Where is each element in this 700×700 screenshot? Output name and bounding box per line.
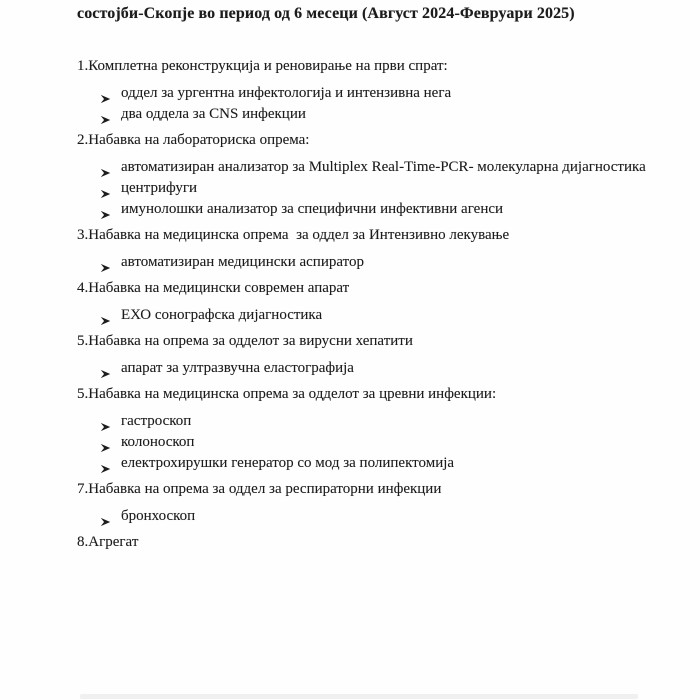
section (77, 532, 658, 553)
list-item-text: оддел за ургентна инфектологија и интензивна нега (121, 85, 452, 101)
list-item-text: гастроскоп (121, 413, 192, 429)
section-title-text: Набавка на лабораториска опрема: (88, 132, 310, 148)
section-number: 4. (77, 280, 89, 296)
list-item (100, 506, 658, 527)
section-title (77, 225, 658, 246)
section-title-text: Агрегат (88, 534, 139, 550)
section-title (77, 331, 658, 352)
scan-artifact (80, 694, 638, 699)
arrow-bullet-icon (100, 259, 111, 269)
section-title (77, 532, 658, 553)
bullet-list (77, 252, 658, 273)
section-number: 3. (77, 227, 89, 243)
list-item (100, 83, 658, 104)
document-header-line: состојби-Скопје во период од 6 месеци (Август 2024-Февруари 2025) (77, 5, 575, 22)
section (77, 56, 658, 125)
list-item (100, 411, 658, 432)
section-title (77, 479, 658, 500)
bullet-list (77, 305, 658, 326)
list-item (100, 252, 658, 273)
list-item-text: колоноскоп (121, 434, 195, 450)
list-item (100, 157, 658, 178)
arrow-bullet-icon (100, 90, 111, 100)
section-number: 5. (77, 333, 89, 349)
list-item (100, 305, 658, 326)
list-item-text: ЕХО сонографска дијагностика (121, 307, 323, 323)
section (77, 225, 658, 273)
section (77, 130, 658, 220)
list-item-text: имунолошки анализатор за специфични инфективни агенси (121, 201, 504, 217)
bullet-list (77, 83, 658, 125)
section-number: 1. (77, 58, 89, 74)
list-item-text: два оддела за CNS инфекции (121, 106, 306, 122)
list-item (100, 104, 658, 125)
bullet-list (77, 506, 658, 527)
arrow-bullet-icon (100, 206, 111, 216)
arrow-bullet-icon (100, 185, 111, 195)
arrow-bullet-icon (100, 312, 111, 322)
arrow-bullet-icon (100, 111, 111, 121)
section (77, 331, 658, 379)
arrow-bullet-icon (100, 164, 111, 174)
list-item-text: бронхоскоп (121, 508, 196, 524)
section-number: 7. (77, 481, 89, 497)
procurement-list (77, 56, 658, 553)
list-item-text: апарат за ултразвучна еластографија (121, 360, 354, 376)
list-item-text: автоматизиран медицински аспиратор (121, 254, 364, 270)
list-item (100, 432, 658, 453)
list-item (100, 358, 658, 379)
arrow-bullet-icon (100, 418, 111, 428)
section (77, 479, 658, 527)
section-title (77, 278, 658, 299)
arrow-bullet-icon (100, 365, 111, 375)
section-title (77, 130, 658, 151)
list-item (100, 453, 658, 474)
section-title-text: Набавка на медицинска опрема за одделот за цревни инфекции: (88, 386, 497, 402)
section-title-text: Набавка на опрема за оддел за респираторни инфекции (88, 481, 442, 497)
section-title-text: Набавка на опрема за одделот за вирусни хепатити (88, 333, 413, 349)
section-number: 5. (77, 386, 89, 402)
section-title-text: Набавка на медицински современ апарат (88, 280, 350, 296)
list-item (100, 199, 658, 220)
arrow-bullet-icon (100, 439, 111, 449)
section-number: 8. (77, 534, 89, 550)
section-title (77, 56, 658, 77)
section-title (77, 384, 658, 405)
arrow-bullet-icon (100, 460, 111, 470)
arrow-bullet-icon (100, 513, 111, 523)
bullet-list (77, 411, 658, 474)
list-item-text: автоматизиран анализатор за Multiplex Real-Time-PCR- молекуларна дијагностика (121, 159, 646, 175)
section-number: 2. (77, 132, 89, 148)
list-item-text: центрифуги (121, 180, 198, 196)
section (77, 384, 658, 474)
bullet-list (77, 157, 658, 220)
list-item (100, 178, 658, 199)
list-item-text: електрохирушки генератор со мод за полипектомија (121, 455, 455, 471)
section (77, 278, 658, 326)
section-title-text: Комплетна реконструкција и реновирање на први спрат: (88, 58, 448, 74)
section-title-text: Набавка на медицинска опрема за оддел за Интензивно лекување (88, 227, 510, 243)
bullet-list (77, 358, 658, 379)
